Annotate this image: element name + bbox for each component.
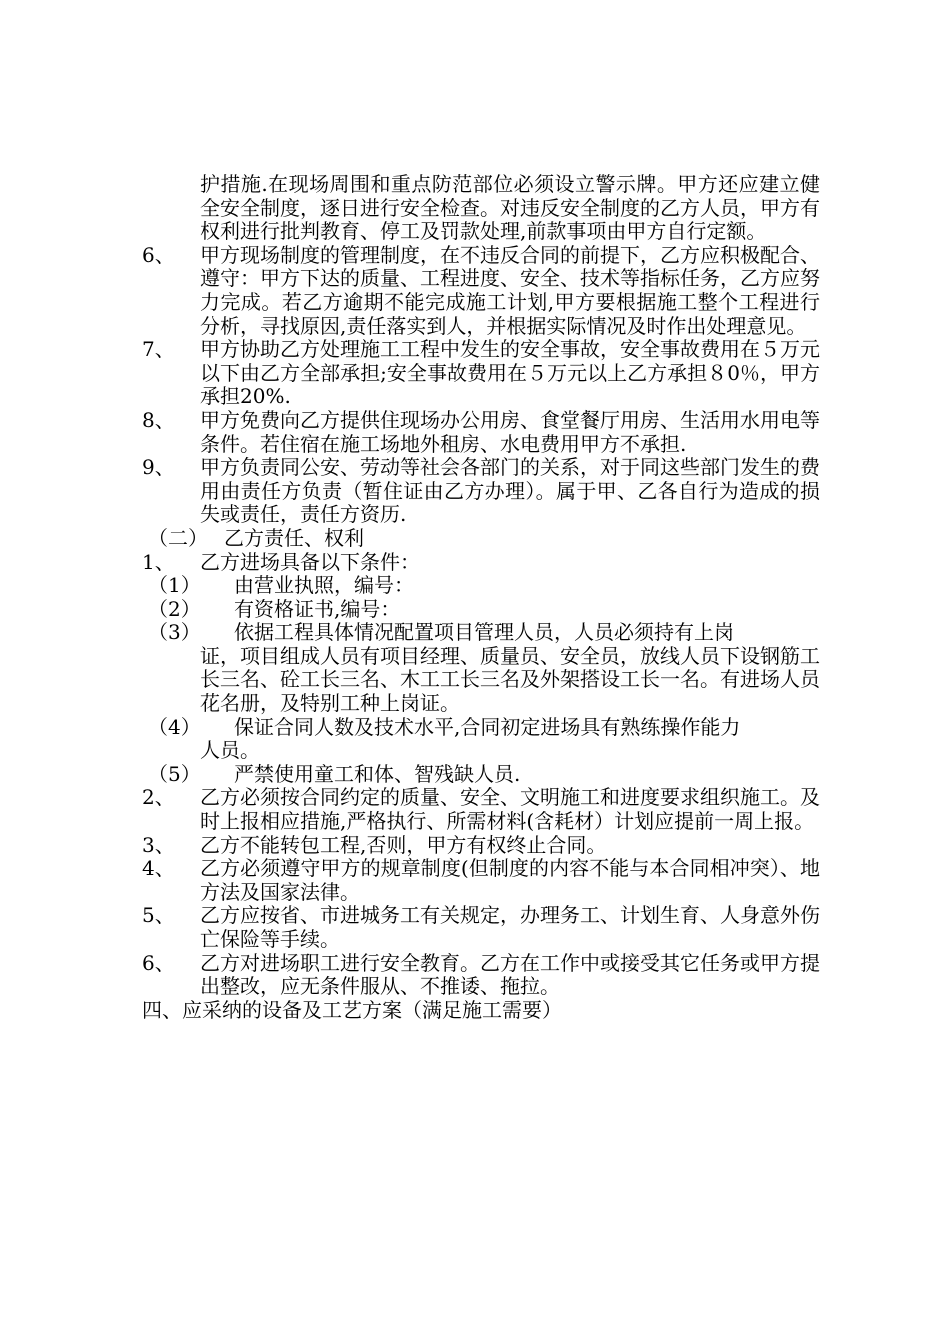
item-text: 乙方对进场职工进行安全教育。乙方在工作中或接受其它任务或甲方提出整改，应无条件服从、不推诿、拖拉。	[200, 950, 820, 999]
list-item	[140, 857, 820, 904]
item-number: 1、	[142, 549, 175, 574]
item-text: 甲方负责同公安、劳动等社会各部门的关系，对于同这些部门发生的费用由责任方负责（暂住证由乙方办理）。属于甲、乙各自行为造成的损失或责任，责任方资历.	[200, 455, 820, 527]
sub-item-text-continued: 证，项目组成人员有项目经理、质量员、安全员，放线人员下设钢筋工长三名、砼工长三名、木工工长三名及外架搭设工长一名。有进场人员花名册，及特别工种上岗证。	[200, 643, 820, 716]
list-item	[140, 786, 820, 833]
item-text: 甲方现场制度的管理制度，在不违反合同的前提下，乙方应积极配合、遵守：甲方下达的质量、工程进度、安全、技术等指标任务，乙方应努力完成。若乙方逾期不能完成施工计划,甲方要根据施工整个工程进行分析，寻找原因,责任落实到人，并根据实际情况及时作出处理意见。	[200, 242, 820, 338]
sub-list-item	[140, 716, 820, 763]
sub-list-item	[140, 763, 820, 787]
sub-item-text: 有资格证书,编号：	[234, 596, 401, 621]
item-number: 2、	[142, 785, 175, 810]
sub-item-number: （5）	[148, 761, 201, 786]
item-number: 3、	[142, 832, 175, 857]
list-item	[140, 551, 820, 575]
sub-item-number: （4）	[148, 714, 201, 739]
item-number: 8、	[142, 407, 175, 432]
item-text: 甲方协助乙方处理施工工程中发生的安全事故，安全事故费用在５万元以下由乙方全部承担;安全事故费用在５万元以上乙方承担８0％，甲方承担20%.	[200, 337, 820, 409]
list-item	[140, 834, 820, 858]
item-text: 甲方免费向乙方提供住现场办公用房、食堂餐厅用房、生活用水用电等条件。若住宿在施工场地外租房、水电费用甲方不承担.	[200, 407, 820, 456]
list-item	[140, 952, 820, 999]
list-item	[140, 904, 820, 951]
item-text: 乙方必须按合同约定的质量、安全、文明施工和进度要求组织施工。及时上报相应措施,严格执行、所需材料(含耗材）计划应提前一周上报。	[200, 785, 820, 834]
sub-item-number: （1）	[148, 573, 201, 598]
sub-item-text: 严禁使用童工和体、智残缺人员.	[234, 761, 521, 786]
paragraph-continuation: 护措施.在现场周围和重点防范部位必须设立警示牌。甲方还应建立健全安全制度，逐日进行安全检查。对违反安全制度的乙方人员，甲方有权利进行批判教育、停工及罚款处理,前款事项由甲方自行定额。	[200, 172, 820, 244]
section-title: 乙方责任、权利	[224, 525, 364, 550]
document-body	[140, 173, 820, 1022]
item-text: 乙方不能转包工程,否则，甲方有权终止合同。	[200, 832, 607, 857]
section-number: （二）	[148, 525, 208, 550]
item-number: 6、	[142, 242, 175, 267]
sub-list-item	[140, 574, 820, 598]
section-heading	[140, 527, 820, 551]
item-number: 4、	[142, 856, 175, 881]
item-text: 乙方应按省、市进城务工有关规定，办理务工、计划生育、人身意外伤亡保险等手续。	[200, 903, 820, 951]
sub-item-number: （3）	[148, 620, 201, 645]
sub-list-item	[140, 621, 820, 715]
item-number: 6、	[142, 950, 175, 975]
item-number: 7、	[142, 337, 175, 362]
section-four-heading: 四、应采纳的设备及工艺方案（满足施工需要）	[142, 997, 562, 1022]
sub-list-item	[140, 598, 820, 622]
item-text: 乙方必须遵守甲方的规章制度(但制度的内容不能与本合同相冲突）、地方法及国家法律。	[200, 856, 820, 904]
list-item	[140, 456, 820, 527]
sub-item-text-continued: 人员。	[200, 738, 260, 763]
list-item	[140, 244, 820, 338]
sub-item-number: （2）	[148, 596, 201, 621]
list-item	[140, 338, 820, 409]
list-item	[140, 409, 820, 456]
item-number: 9、	[142, 455, 175, 480]
sub-item-text: 由营业执照，编号：	[234, 573, 414, 598]
sub-item-text: 保证合同人数及技术水平,合同初定进场具有熟练操作能力	[234, 714, 741, 739]
item-number: 5、	[142, 903, 175, 928]
sub-item-text: 依据工程具体情况配置项目管理人员，人员必须持有上岗	[234, 620, 734, 645]
item-text: 乙方进场具备以下条件：	[200, 549, 420, 574]
